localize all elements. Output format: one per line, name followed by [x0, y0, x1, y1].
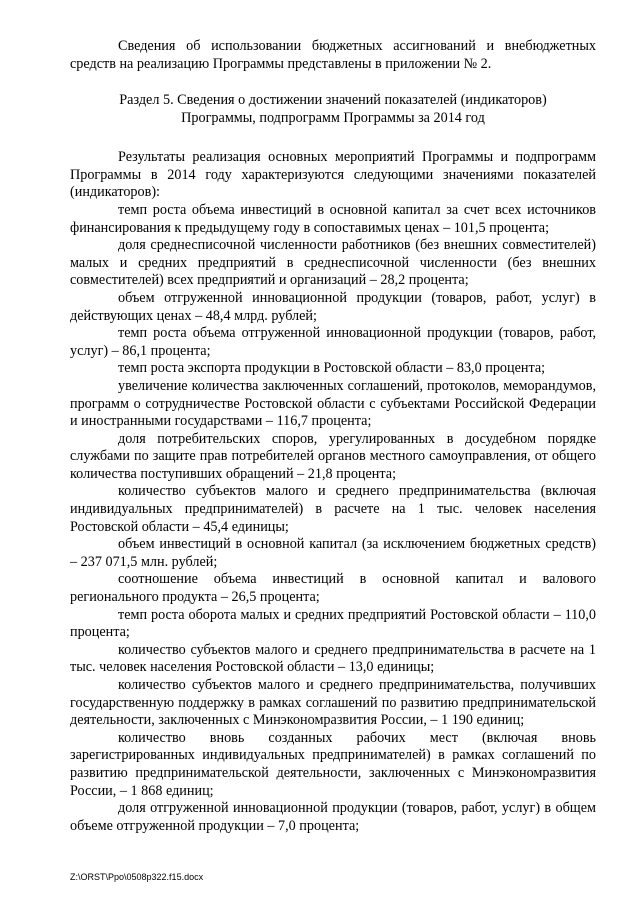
section-title-line-2: Программы, подпрограмм Программы за 2014 год	[181, 110, 485, 127]
paragraph: Результаты реализация основных мероприятий Программы и подпрограмм Программы в 2014 году характеризуются следующими значениями показателей (индикаторов):	[70, 149, 596, 201]
paragraph: темп роста экспорта продукции в Ростовской области – 83,0 процента;	[118, 360, 546, 377]
paragraph: объем отгруженной инновационной продукции (товаров, работ, услуг) в действующих ценах – 48,4 млрд. рублей;	[70, 289, 596, 324]
indicator-list	[70, 149, 596, 835]
paragraph: темп роста объема инвестиций в основной капитал за счет всех источников финансирования к предыдущему году в сопоставимых ценах – 101,5 процента;	[70, 201, 596, 236]
paragraph: доля потребительских споров, урегулированных в досудебном порядке службами по защите прав потребителей органов местного самоуправления, от общего количества поступивших обращений – 21,8 процента;	[70, 430, 596, 482]
paragraph: количество субъектов малого и среднего предпринимательства (включая индивидуальных предпринимателей) в расчете на 1 тыс. человек населения Ростовской области – 45,4 единицы;	[70, 483, 596, 535]
section-heading	[70, 91, 596, 127]
paragraph: количество вновь созданных рабочих мест (включая вновь зарегистрированных индивидуальных предпринимателей) в рамках соглашений по развитию предпринимательской деятельности, заключенных с Минэкономразвития России, – 1 868 единиц;	[70, 729, 596, 799]
paragraph: увеличение количества заключенных соглашений, протоколов, меморандумов, программ о сотрудничестве Ростовской области с субъектами Российской Федерации и иностранными государствами – 116,7 процента;	[70, 377, 596, 430]
paragraph: количество субъектов малого и среднего предпринимательства в расчете на 1 тыс. человек населения Ростовской области – 13,0 единицы;	[70, 641, 596, 676]
paragraph: темп роста объема отгруженной инновационной продукции (товаров, работ, услуг) – 86,1 процента;	[70, 325, 596, 359]
paragraph: объем инвестиций в основной капитал (за исключением бюджетных средств) – 237 071,5 млн. рублей;	[70, 536, 596, 570]
paragraph: количество субъектов малого и среднего предпринимательства, получивших государственную поддержку в рамках соглашений по развитию предпринимательской деятельности, заключенных с Минэкономразвития России, – 1 190 единиц;	[70, 677, 596, 729]
paragraph: доля среднесписочной численности работников (без внешних совместителей) малых и средних предприятий в среднесписочной численности (без внешних совместителей) всех предприятий и организаций – 28,2 процента;	[70, 237, 596, 289]
section-title-line-1: Раздел 5. Сведения о достижении значений показателей (индикаторов)	[119, 92, 547, 109]
intro-paragraph: Сведения об использовании бюджетных ассигнований и внебюджетных средств на реализацию Программы представлены в приложении № 2.	[70, 38, 596, 72]
paragraph: темп роста оборота малых и средних предприятий Ростовской области – 110,0 процента;	[70, 606, 596, 641]
paragraph: соотношение объема инвестиций в основной капитал и валового регионального продукта – 26,5 процента;	[70, 571, 596, 606]
file-path-footer: Z:\ORST\Ppo\0508p322.f15.docx	[70, 872, 204, 882]
paragraph: доля отгруженной инновационной продукции (товаров, работ, услуг) в общем объеме отгруженной продукции – 7,0 процента;	[70, 800, 596, 834]
